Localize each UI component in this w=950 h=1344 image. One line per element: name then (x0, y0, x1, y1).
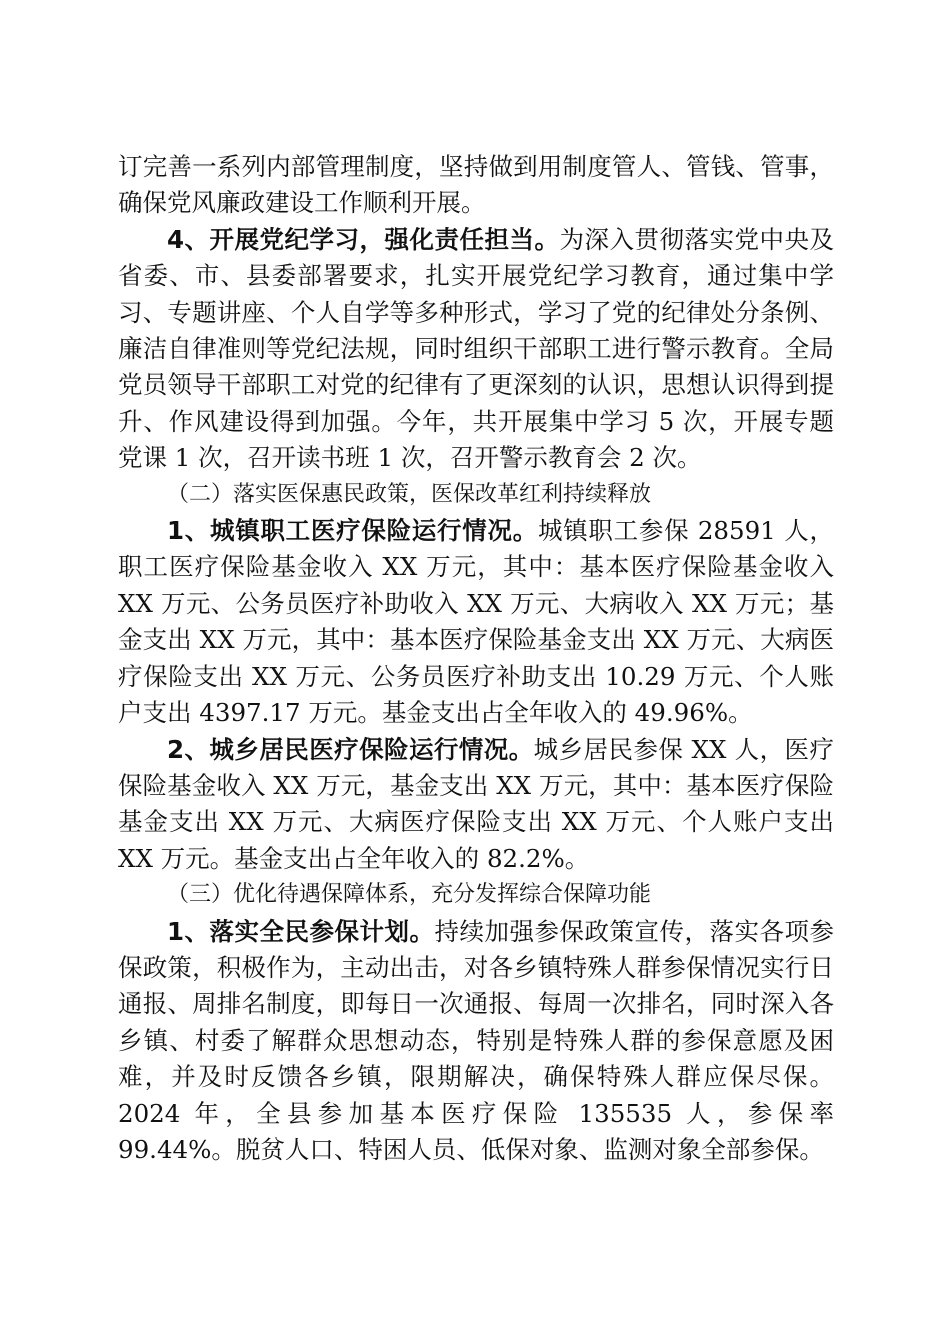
paragraph-lead: 1、城镇职工医疗保险运行情况。 (167, 516, 538, 546)
section-heading-3: （三）优化待遇保障体系，充分发挥综合保障功能 (167, 882, 652, 908)
paragraph-continuation (118, 149, 834, 222)
paragraph-lead: 1、落实全民参保计划。 (167, 916, 435, 946)
paragraph-urban-employee-insurance (118, 513, 834, 731)
document-body (118, 149, 834, 1168)
paragraph-text: 城乡居民参保 XX 人，医疗保险基金收入 XX 万元，基金支出 XX 万元，其中：基本医疗保险基金支出 XX 万元、大病医疗保险支出 XX 万元、个人账户支出 XX 万元。基金支出占全年收入的 82.2%。 (118, 734, 834, 873)
paragraph-text: 持续加强参保政策宣传，落实各项参保政策，积极作为，主动出击，对各乡镇特殊人群参保情况实行日通报、周排名制度，即每日一次通报、每周一次排名，同时深入各乡镇、村委了解群众思想动态，特别是特殊人群的参保意愿及困难，并及时反馈各乡镇，限期解决，确保特殊人群应保尽保。2024 年，全县参加基本医疗保险 135535 人，参保率 99.44%。脱贫人口、特困人员、低保对象、监测对象全部参保。 (118, 916, 835, 1164)
paragraph-party-discipline (118, 222, 834, 477)
paragraph-universal-coverage (118, 914, 834, 1169)
paragraph-urban-rural-resident-insurance (118, 732, 834, 878)
section-heading-2: （二）落实医保惠民政策，医保改革红利持续释放 (167, 481, 652, 507)
paragraph-text: 为深入贯彻落实党中央及省委、市、县委部署要求，扎实开展党纪学习教育，通过集中学习、专题讲座、个人自学等多种形式，学习了党的纪律处分条例、廉洁自律准则等党纪法规，同时组织干部职工进行警示教育。全局党员领导干部职工对党的纪律有了更深刻的认识，思想认识得到提升、作风建设得到加强。今年，共开展集中学习 5 次，开展专题党课 1 次，召开读书班 1 次，召开警示教育会 2 次。 (118, 224, 835, 473)
paragraph-text: 订完善一系列内部管理制度，坚持做到用制度管人、管钱、管事，确保党风廉政建设工作顺利开展。 (118, 152, 834, 218)
paragraph-text: 城镇职工参保 28591 人，职工医疗保险基金收入 XX 万元，其中：基本医疗保险基金收入 XX 万元、公务员医疗补助收入 XX 万元、大病收入 XX 万元；基金支出 XX 万元，其中：基本医疗保险基金支出 XX 万元、大病医疗保险支出 XX 万元、公务员医疗补助支出 10.29 万元、个人账户支出 4397.17 万元。基金支出占全年收入的 49.96%。 (118, 516, 835, 728)
paragraph-lead: 2、城乡居民医疗保险运行情况。 (167, 734, 534, 764)
paragraph-lead: 4、开展党纪学习，强化责任担当。 (167, 224, 560, 254)
